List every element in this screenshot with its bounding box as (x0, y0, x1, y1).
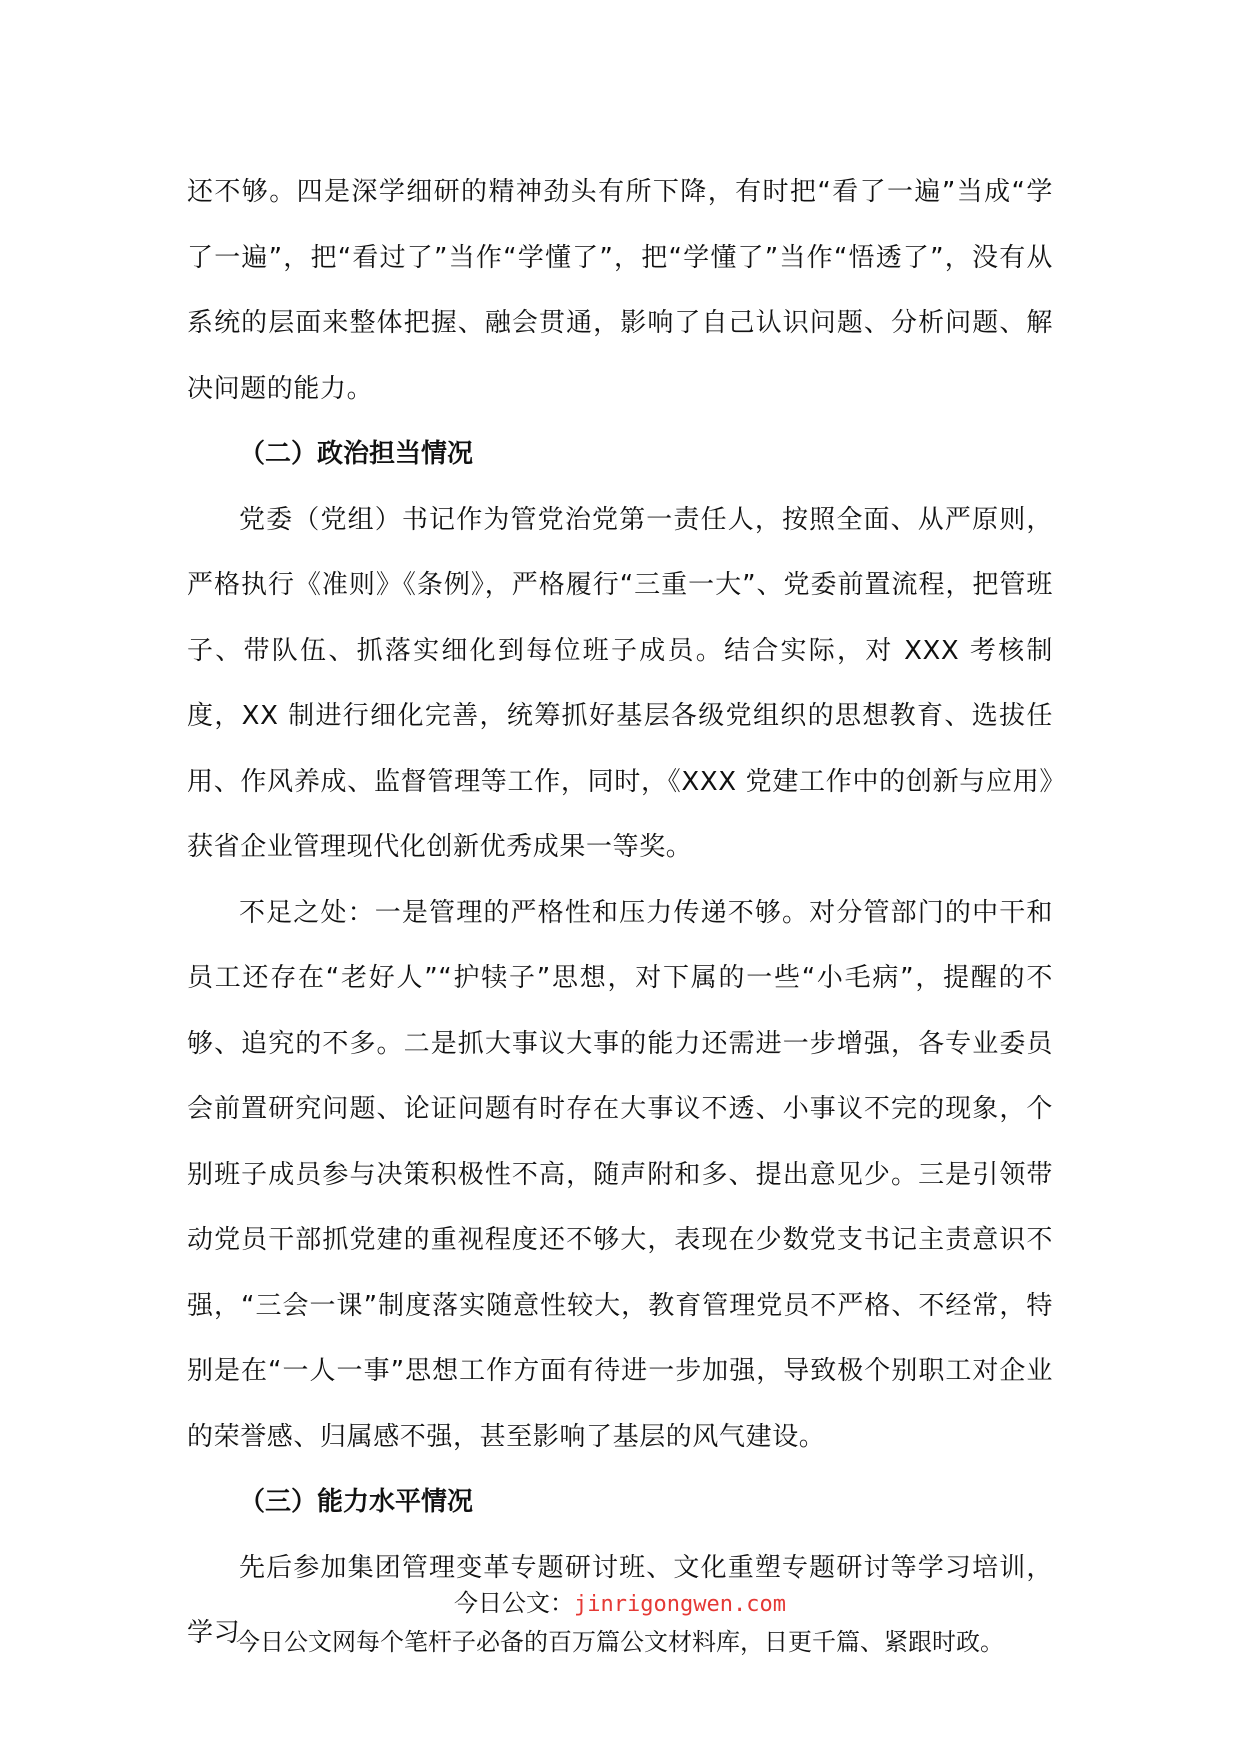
footer-source (0, 1583, 1240, 1618)
footer-url-link[interactable]: jinrigongwen.com (574, 1592, 786, 1617)
section-heading-political-responsibility: （二）政治担当情况 (239, 439, 474, 469)
section-heading-ability-level: （三）能力水平情况 (239, 1487, 474, 1517)
paragraph-shortcomings: 不足之处：一是管理的严格性和压力传递不够。对分管部门的中干和员工还存在“老好人”“护犊子”思想，对下属的一些“小毛病”，提醒的不够、追究的不多。二是抓大事议大事的能力还需进一步增强，各专业委员会前置研究问题、论证问题有时存在大事议不透、小事议不完的现象，个别班子成员参与决策积极性不高，随声附和多、提出意见少。三是引领带动党员干部抓党建的重视程度还不够大，表现在少数党支书记主责意识不强，“三会一课”制度落实随意性较大，教育管理党员不严格、不经常，特别是在“一人一事”思想工作方面有待进一步加强，导致极个别职工对企业的荣誉感、归属感不强，甚至影响了基层的风气建设。 (187, 897, 1053, 1452)
paragraph-continuation: 还不够。四是深学细研的精神劲头有所下降，有时把“看了一遍”当成“学了一遍”，把“看过了”当作“学懂了”，把“学懂了”当作“悟透了”，没有从系统的层面来整体把握、融会贯通，影响了自己认识问题、分析问题、解决问题的能力。 (187, 177, 1053, 404)
paragraph-party-secretary-duties: 党委（党组）书记作为管党治党第一责任人，按照全面、从严原则，严格执行《准则》《条例》，严格履行“三重一大”、党委前置流程，把管班子、带队伍、抓落实细化到每位班子成员。结合实际，对 XXX 考核制度，XX 制进行细化完善，统筹抓好基层各级党组织的思想教育、选拔任用、作风养成、监督管理等工作，同时，《XXX 党建工作中的创新与应用》获省企业管理现代化创新优秀成果一等奖。 (187, 504, 1053, 862)
document-body (187, 160, 1053, 1667)
footer-slogan: 今日公文网每个笔杆子必备的百万篇公文材料库，日更千篇、紧跟时政。 (236, 1628, 1004, 1656)
footer-label: 今日公文： (454, 1589, 575, 1617)
paragraph-training: 先后参加集团管理变革专题研讨班、文化重塑专题研讨等学习培训，学习 (187, 1552, 1053, 1648)
